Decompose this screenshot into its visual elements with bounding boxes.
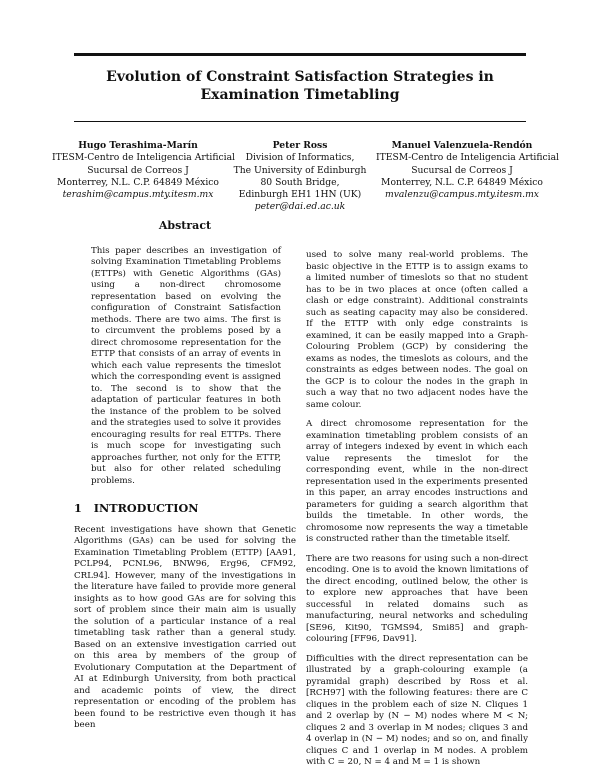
- section-heading: [74, 503, 296, 515]
- right-column: [306, 250, 528, 777]
- author-name: Peter Ross: [272, 140, 328, 151]
- author-address-line: 80 South Bridge,: [260, 176, 340, 188]
- author-address-line: Edinburgh EH1 1HN (UK): [238, 189, 362, 201]
- paragraph: There are two reasons for using such a non-direct encoding. One is to avoid the known limitations of the direct encoding, outlined below, the other is to explore new approaches that have been successful in related domains such as manufacturing, neural networks and scheduling [SE96, Kit90, TGMS94, Smi85] and graph-colouring [FF96, Dav91].: [306, 553, 528, 644]
- author-affiliation: Division of Informatics,: [245, 152, 355, 164]
- intro-paragraph: Recent investigations have shown that Genetic Algorithms (GAs) can be used for solving the Examination Timetabling Problem (ETTP) [AA91, PCLP94, PCNL96, BNW96, Erg96, CFM92, CRL94]. However, many of the investigations in the literature have failed to provide more general insights as to how good GAs are for solving this sort of problem since their main aim is usually the solution of a particular instance of a real timetabling task rather than a general study. Based on an extensive investigation carried out on this area by members of the group of Evolutionary Computation at the Department of AI at Edinburgh University, from both practical and academic points of view, the direct representation or encoding of the problem has been found to be restrictive even though it has been: [74, 524, 296, 730]
- author-address-line: Sucursal de Correos J: [411, 164, 513, 176]
- author-email: mvalenzu@campus.mty.itesm.mx: [385, 189, 539, 201]
- author-address-line: Monterrey, N.L. C.P. 64849 México: [381, 176, 543, 188]
- abstract-text: This paper describes an investigation of solving Examination Timetabling Problems (ETTPs) with Genetic Algorithms (GAs) using a non-direct chromosome representation based on evolving the configuration of Constraint Satisfaction methods. There are two aims. The first is to circumvent the problems posed by a direct chromosome representation for the ETTP that consists of an array of events in which each value represents the timeslot which the corresponding event is assigned to. The second is to show that the adaptation of particular features in both the instance of the problem to be solved and the strategies used to solve it provides encouraging results for real ETTPs. There is much scope for investigating such approaches further, not only for the ETTP, but also for other related scheduling problems.: [91, 245, 281, 486]
- author-1: [52, 140, 235, 201]
- author-name: Manuel Valenzuela-Rendón: [391, 140, 533, 151]
- section-title: INTRODUCTION: [93, 501, 199, 515]
- author-affiliation: ITESM-Centro de Inteligencia Artificial: [52, 152, 235, 164]
- author-address-line: Monterrey, N.L. C.P. 64849 México: [57, 176, 219, 188]
- section-number: 1: [74, 501, 82, 515]
- author-affiliation: ITESM-Centro de Inteligencia Artificial: [376, 152, 559, 164]
- author-address-line: Sucursal de Correos J: [87, 164, 189, 176]
- title-top-rule: [74, 53, 526, 56]
- author-3: [376, 140, 559, 201]
- paragraph: A direct chromosome representation for the examination timetabling problem consists of an array of integers indexed by event in which each value represents the timeslot for the corresponding event, while in the non-direct representation used in the experiments presented in this paper, an array encodes instructions and parameters for guiding a search algorithm that builds the timetable. In other words, the chromosome now represents the way a timetable is constructed rather than the timetable itself.: [306, 419, 528, 544]
- author-email: peter@dai.ed.ac.uk: [254, 201, 346, 213]
- abstract-heading: Abstract: [158, 219, 212, 232]
- author-address-line: The University of Edinburgh: [233, 164, 367, 176]
- author-email: terashim@campus.mty.itesm.mx: [62, 189, 214, 201]
- paper-title: Evolution of Constraint Satisfaction Strategies in Examination Timetabling: [106, 69, 494, 103]
- paragraph: Difficulties with the direct representation can be illustrated by a graph-colouring example (a pyramidal graph) described by Ross et al. [RCH97] with the following features: there are C cliques in the problem each of size N. Cliques 1 and 2 overlap by (N − M) nodes where M < N; cliques 2 and 3 overlap in M nodes; cliques 3 and 4 overlap in (N − M) nodes; and so on, and finally cliques C and 1 overlap in M nodes. A problem with C = 20, N = 4 and M = 1 is shown: [306, 653, 528, 767]
- left-column: [74, 220, 296, 739]
- author-name: Hugo Terashima-Marín: [78, 140, 198, 151]
- author-2: [224, 140, 376, 214]
- title-bottom-rule: [74, 121, 526, 122]
- paragraph: used to solve many real-world problems. The basic objective in the ETTP is to assign exams to a limited number of timeslots so that no student has to be in two places at once (often called a clash or edge constraint). Additional constraints such as seating capacity may also be considered. If the ETTP with only edge constraints is examined, it can be easily mapped into a Graph-Colouring Problem (GCP) by considering the exams as nodes, the timeslots as colours, and the constraints as edges between nodes. The goal on the GCP is to colour the nodes in the graph in such a way that no two adjacent nodes have the same colour.: [306, 250, 528, 410]
